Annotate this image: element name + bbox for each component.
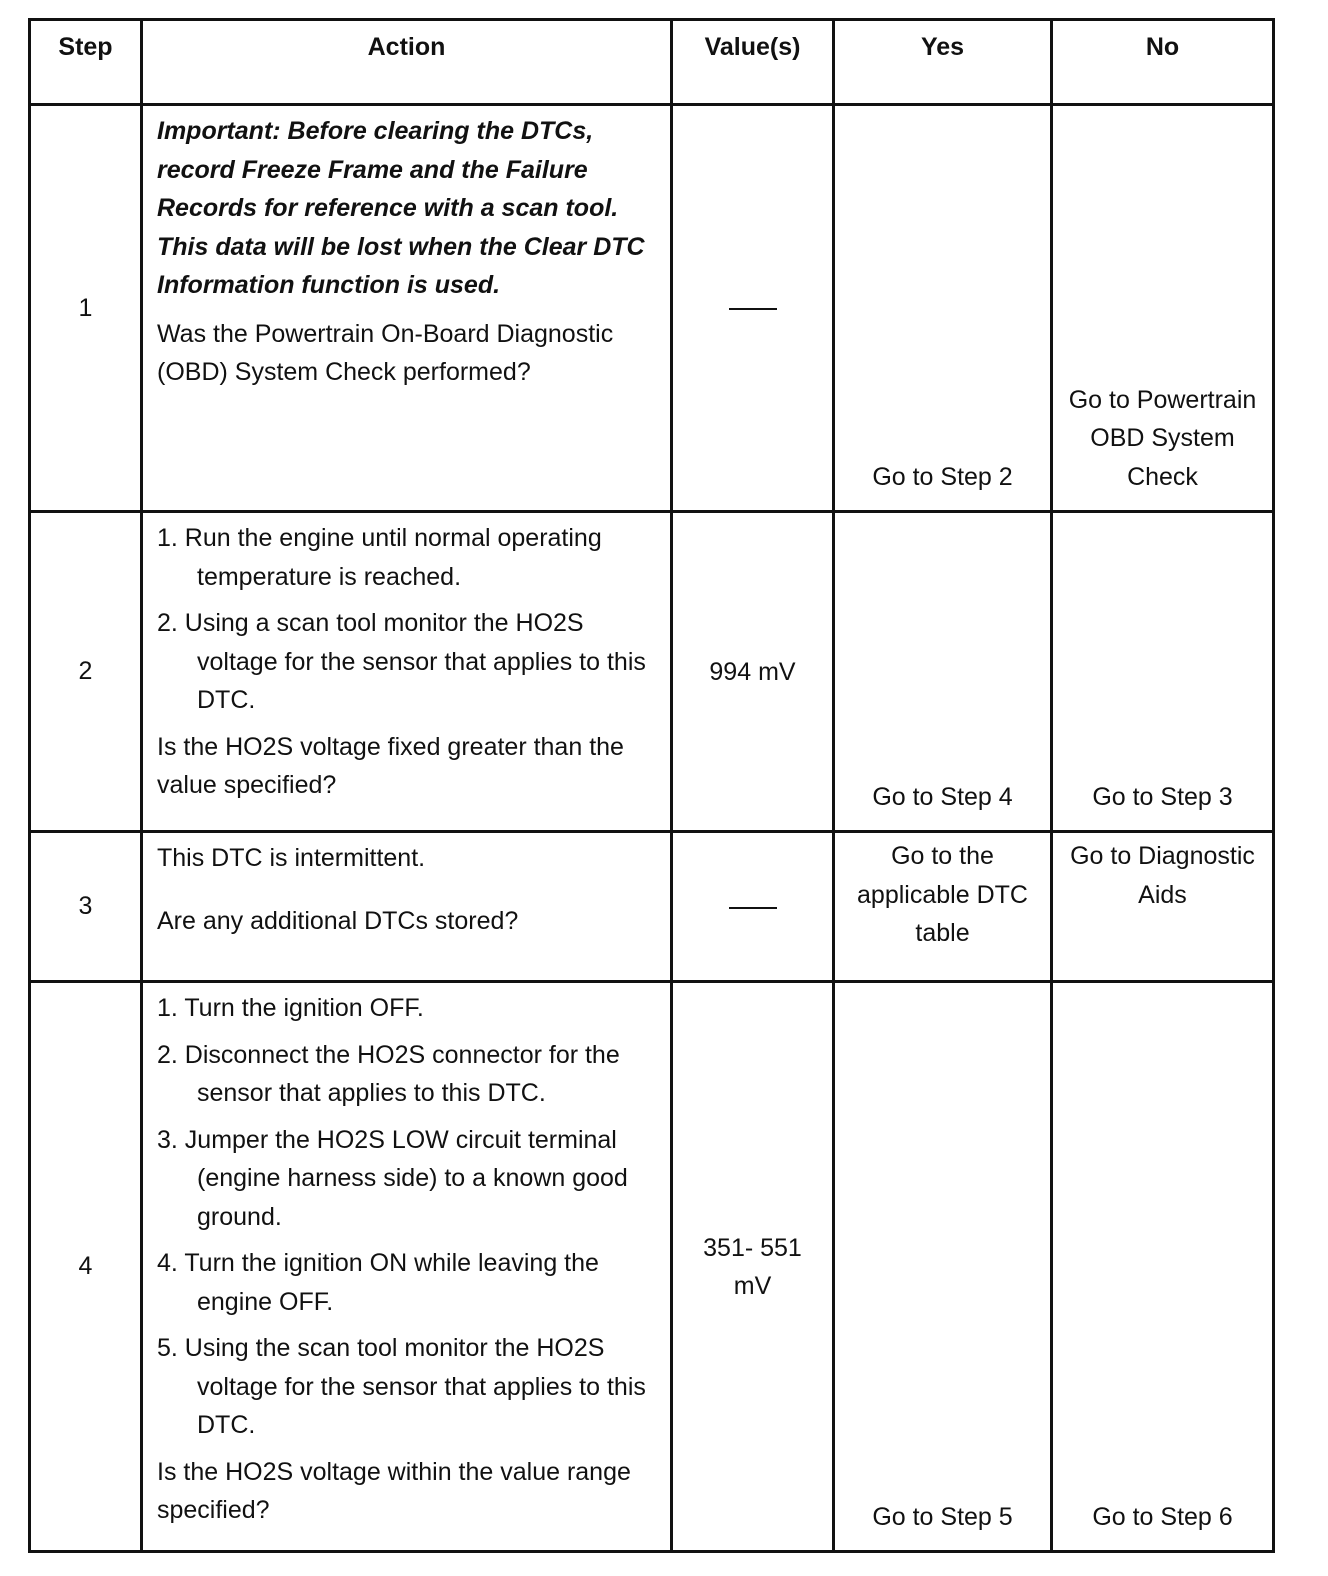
header-yes: Yes: [834, 20, 1052, 105]
yes-cell: Go to Step 2: [834, 105, 1052, 512]
no-cell: Go to Diagnostic Aids: [1052, 832, 1274, 982]
step-number: 4: [30, 982, 142, 1552]
header-no: No: [1052, 20, 1274, 105]
yes-cell: Go to Step 5: [834, 982, 1052, 1552]
value-cell: [672, 105, 834, 512]
list-item: 1. Run the engine until normal operating temperature is reached.: [157, 524, 602, 591]
no-cell: Go to Step 6: [1052, 982, 1274, 1552]
action-question: Is the HO2S voltage fixed greater than the value specified?: [157, 732, 624, 799]
header-action: Action: [142, 20, 672, 105]
diagnostic-table: [28, 18, 1275, 1553]
action-cell: [142, 512, 672, 832]
action-line: This DTC is intermittent.: [157, 844, 426, 872]
dash-mark: [729, 308, 777, 310]
list-item: 4. Turn the ignition ON while leaving the engine OFF.: [157, 1249, 599, 1316]
value-cell: 351- 551 mV: [672, 982, 834, 1552]
action-question: Are any additional DTCs stored?: [157, 906, 519, 935]
action-cell: [142, 982, 672, 1552]
table-row: [30, 832, 1274, 982]
step-number: 1: [30, 105, 142, 512]
action-cell: [142, 105, 672, 512]
table-row: [30, 105, 1274, 512]
header-values: Value(s): [672, 20, 834, 105]
action-list: [157, 519, 660, 720]
action-question: Is the HO2S voltage within the value range specified?: [157, 1457, 631, 1524]
list-item: 2. Using a scan tool monitor the HO2S voltage for the sensor that applies to this DTC.: [157, 609, 646, 714]
header-step: Step: [30, 20, 142, 105]
action-list: [157, 989, 660, 1445]
list-item: 2. Disconnect the HO2S connector for the sensor that applies to this DTC.: [157, 1040, 620, 1107]
yes-cell: Go to Step 4: [834, 512, 1052, 832]
header-row: [30, 20, 1274, 105]
yes-cell: Go to the applicable DTC table: [834, 832, 1052, 982]
action-question: Was the Powertrain On-Board Diagnostic (OBD) System Check performed?: [157, 319, 614, 386]
value-cell: 994 mV: [672, 512, 834, 832]
list-item: 1. Turn the ignition OFF.: [157, 994, 424, 1022]
action-cell: [142, 832, 672, 982]
important-note: Important: Before clearing the DTCs, record Freeze Frame and the Failure Records for reference with a scan tool. This data will be lost when the Clear DTC Information function is used.: [157, 117, 645, 299]
list-item: 3. Jumper the HO2S LOW circuit terminal (engine harness side) to a known good ground.: [157, 1125, 628, 1231]
table-row: [30, 512, 1274, 832]
no-cell: Go to Step 3: [1052, 512, 1274, 832]
step-number: 2: [30, 512, 142, 832]
list-item: 5. Using the scan tool monitor the HO2S voltage for the sensor that applies to this DTC.: [157, 1334, 646, 1439]
no-cell: Go to Powertrain OBD System Check: [1052, 105, 1274, 512]
dash-mark: [729, 907, 777, 909]
step-number: 3: [30, 832, 142, 982]
table-row: [30, 982, 1274, 1552]
value-cell: [672, 832, 834, 982]
